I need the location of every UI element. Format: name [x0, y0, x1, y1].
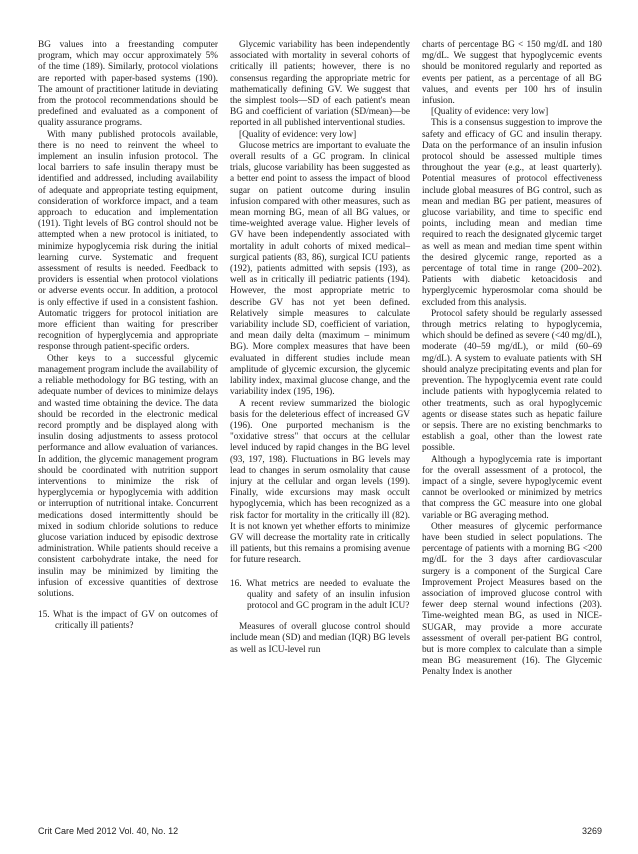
evidence-quality: [Quality of evidence: very low] — [431, 107, 549, 118]
article-page — [38, 40, 602, 820]
paragraph: Although a hypoglycemia rate is important for the overall assessment of a protocol, the impact of a single, severe hypoglycemic event cannot be overlooked or minimized by metrics that compress the GC measure into one global variable or BG averaging method. — [422, 454, 602, 521]
paragraph: Protocol safety should be regularly assessed through metrics relating to hypoglycemia, which should be defined as severe (<40 mg/dL), moderate (40–59 mg/dL), or mild (60–69 mg/dL). A system to evaluate patients with SH should analyze precipitating events and plan for prevention. The hypoglycemia event rate could include patients with hypoglycemia related to other treatments, such as oral hypoglycemic agents or disease states such as hepatic failure or sepsis. There are no existing benchmarks to establish a goal, other than the lowest rate possible. — [422, 308, 602, 454]
recommendation-text: charts of percentage BG < 150 mg/dL and 180 mg/dL. We suggest that hypoglycemic events should be monitored regularly and reported as events per patient, as a percentage of all BG values, and events per 100 hrs of insulin infusion. — [422, 40, 602, 107]
paragraph: Other keys to a successful glycemic management program include the availability of a reliable methodology for BG testing, with an adequate number of devices to minimize delays and wasted time obtaining the device. The data should be recorded in the electronic medical record promptly and be displayed along with insulin dosing adjustments to assess protocol performance and allow evaluation of variances. In addition, the glycemic management program should be coordinated with nutrition support interventions to minimize the risk of hyperglycemia or hypoglycemia with addition or interruption of nutritional intake. Concurrent medications dosed intermittently should be mixed in sodium chloride solutions to reduce glucose variation induced by episodic dextrose administration. While patients should receive a consistent carbohydrate intake, the need for insulin may be minimized by limiting the infusion of excessive quantities of dextrose solutions. — [38, 353, 218, 599]
column-2 — [230, 40, 410, 679]
paragraph: A recent review summarized the biologic basis for the deleterious effect of increased GV (196). One purported mechanism is the "oxidative stress" that occurs at the cellular level induced by rapid changes in the BG level (93, 197, 198). Fluctuations in BG levels may lead to changes in serum osmolality that cause injury at the cellular and organ levels (199). Finally, wide excursions may mask occult hypoglycemia, which has been recognized as a risk factor for mortality in the critically ill (82). It is not known yet whether efforts to minimize GV will decrease the mortality rate in critically ill patients, but this remains a promising avenue for future research. — [230, 398, 410, 566]
question-15: 15. What is the impact of GV on outcomes of critically ill patients? — [38, 610, 218, 632]
page-footer — [38, 826, 602, 836]
evidence-quality: [Quality of evidence: very low] — [239, 129, 357, 140]
question-16: 16. What metrics are needed to evaluate the quality and safety of an insulin infusion protocol and GC program in the adult ICU? — [230, 578, 410, 611]
paragraph: Other measures of glycemic performance have been studied in select populations. The percentage of patients with a morning BG <200 mg/dL for the 3 days after cardiovascular surgery is a component of the Surgical Care Improvement Project Measures based on the association of improved glucose control with fewer deep sternal wound infections (203). Time-weighted mean BG, as used in NICE-SUGAR, may provide a more accurate assessment of overall per-patient BG control, but is more complex to calculate than a simple mean BG measurement (16). The Glycemic Penalty Index is another — [422, 521, 602, 678]
paragraph: Glucose metrics are important to evaluate the overall results of a GC program. In clinical trials, glucose variability has been suggested as a better end point to assess the impact of blood sugar on patient outcome during insulin infusion compared with other measures, such as mean morning BG, mean of all BG values, or time-weighted average value. Higher levels of GV have been independently associated with mortality in adult cohorts of mixed medical–surgical patients (83, 86), surgical ICU patients (192), patients admitted with sepsis (193), as well as in critically ill pediatric patients (194). However, the most appropriate metric to describe GV has not yet been defined. Relatively simple measures to calculate variability include SD, coefficient of variation, and mean daily delta (maximum – minimum BG). More complex measures that have been evaluated in different studies include mean amplitude of glycemic excursion, the glycemic lability index, maximal glucose change, and the variability index (195, 196). — [230, 140, 410, 398]
paragraph: This is a consensus suggestion to improve the safety and efficacy of GC and insulin therapy. Data on the performance of an insulin infusion protocol should be assessed multiple times throughout the year (e.g., at least quarterly). Potential measures of protocol effectiveness include global measures of BG control, such as mean and median BG per patient, measures of glucose variability, and time to specific end points, including mean and median time required to reach the designated glycemic target as well as mean and median time spent within the desired glycemic range, reported as a percentage of total time in range (200–202). Patients with diabetic ketoacidosis and hyperglycemic hyperosmolar coma should be excluded from this analysis. — [422, 118, 602, 308]
text-columns — [38, 40, 602, 679]
paragraph: BG values into a freestanding computer program, which may occur approximately 5% of the time (189). Similarly, protocol violations are reported with paper-based systems (190). The amount of practitioner latitude in deviating from the protocol recommendations should be predefined and evaluated as a component of quality assurance programs. — [38, 40, 218, 129]
page-number: 3269 — [581, 826, 602, 836]
recommendation-text: Measures of overall glucose control should include mean (SD) and median (IQR) BG levels as well as ICU-level run — [230, 622, 410, 655]
journal-citation: Crit Care Med 2012 Vol. 40, No. 12 — [38, 826, 179, 836]
column-1 — [38, 40, 218, 679]
column-3 — [422, 40, 602, 679]
recommendation-text: Glycemic variability has been independently associated with mortality in several cohorts of critically ill patients; however, there is no consensus regarding the appropriate metric for mathematically defining GV. We suggest that the simplest tools—SD of each patient's mean BG and coefficient of variation (SD/mean)—be reported in all published interventional studies. — [230, 40, 410, 129]
paragraph: With many published protocols available, there is no need to reinvent the wheel to implement an insulin infusion protocol. The local barriers to safe insulin therapy must be identified and addressed, including availability of adequate and appropriate testing equipment, consideration of workforce impact, and a team approach to education and implementation (191). Tight levels of BG control should not be attempted when a new protocol is initiated, to minimize hypoglycemia risk during the initial learning curve. Systematic and frequent assessment of results is needed. Feedback to providers is essential when protocol violations or adverse events occur. In addition, a protocol is only effective if used in a consistent fashion. Automatic triggers for protocol initiation are more efficient than waiting for prescriber recognition of hyperglycemia and appropriate response through patient-specific orders. — [38, 129, 218, 353]
